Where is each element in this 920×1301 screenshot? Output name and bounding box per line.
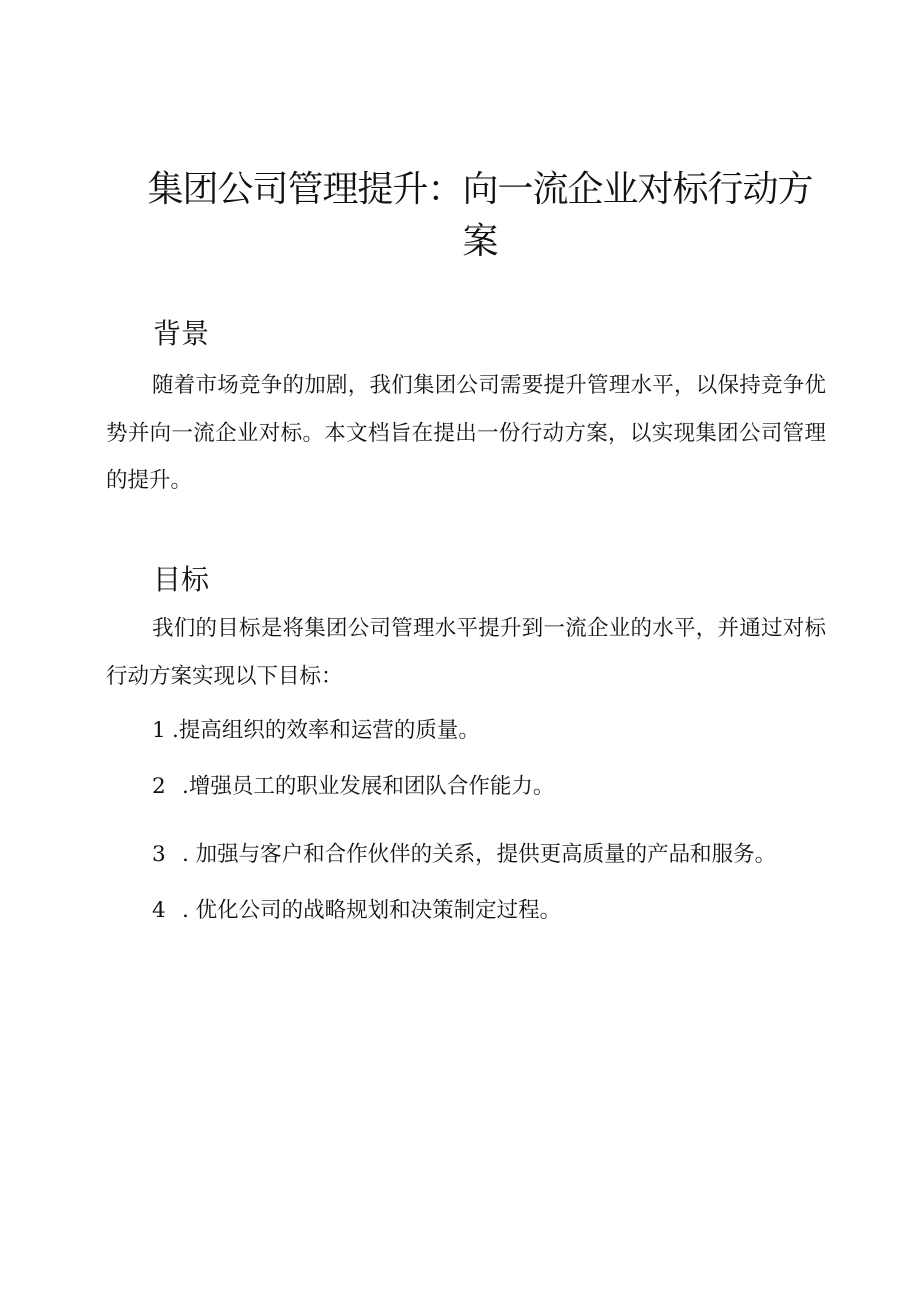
goal-item-text: . 加强与客户和合作伙伴的关系，提供更高质量的产品和服务。	[182, 842, 777, 867]
goal-item-number: 3	[152, 842, 166, 867]
section-heading-background: 背景	[153, 317, 210, 350]
section-heading-goals: 目标	[153, 563, 210, 596]
goal-item-text: . 优化公司的战略规划和决策制定过程。	[182, 898, 562, 923]
goal-item-number: 4	[152, 898, 166, 923]
goal-item-text: .提高组织的效率和运营的质量。	[172, 718, 480, 743]
background-paragraph: 随着市场竞争的加剧，我们集团公司需要提升管理水平，以保持竞争优势并向一流企业对标。本文档旨在提出一份行动方案，以实现集团公司管理的提升。	[106, 373, 826, 493]
goal-list-item	[152, 840, 776, 870]
goal-list-item	[152, 772, 554, 802]
goals-paragraph: 我们的目标是将集团公司管理水平提升到一流企业的水平，并通过对标行动方案实现以下目标：	[106, 616, 826, 689]
goal-list-item	[152, 716, 480, 746]
goal-item-text: .增强员工的职业发展和团队合作能力。	[182, 774, 555, 799]
goal-list-item	[152, 896, 561, 926]
goal-item-number: 1	[152, 718, 166, 743]
goal-item-number: 2	[152, 774, 166, 799]
document-title: 集团公司管理提升：向一流企业对标行动方案	[147, 169, 813, 262]
